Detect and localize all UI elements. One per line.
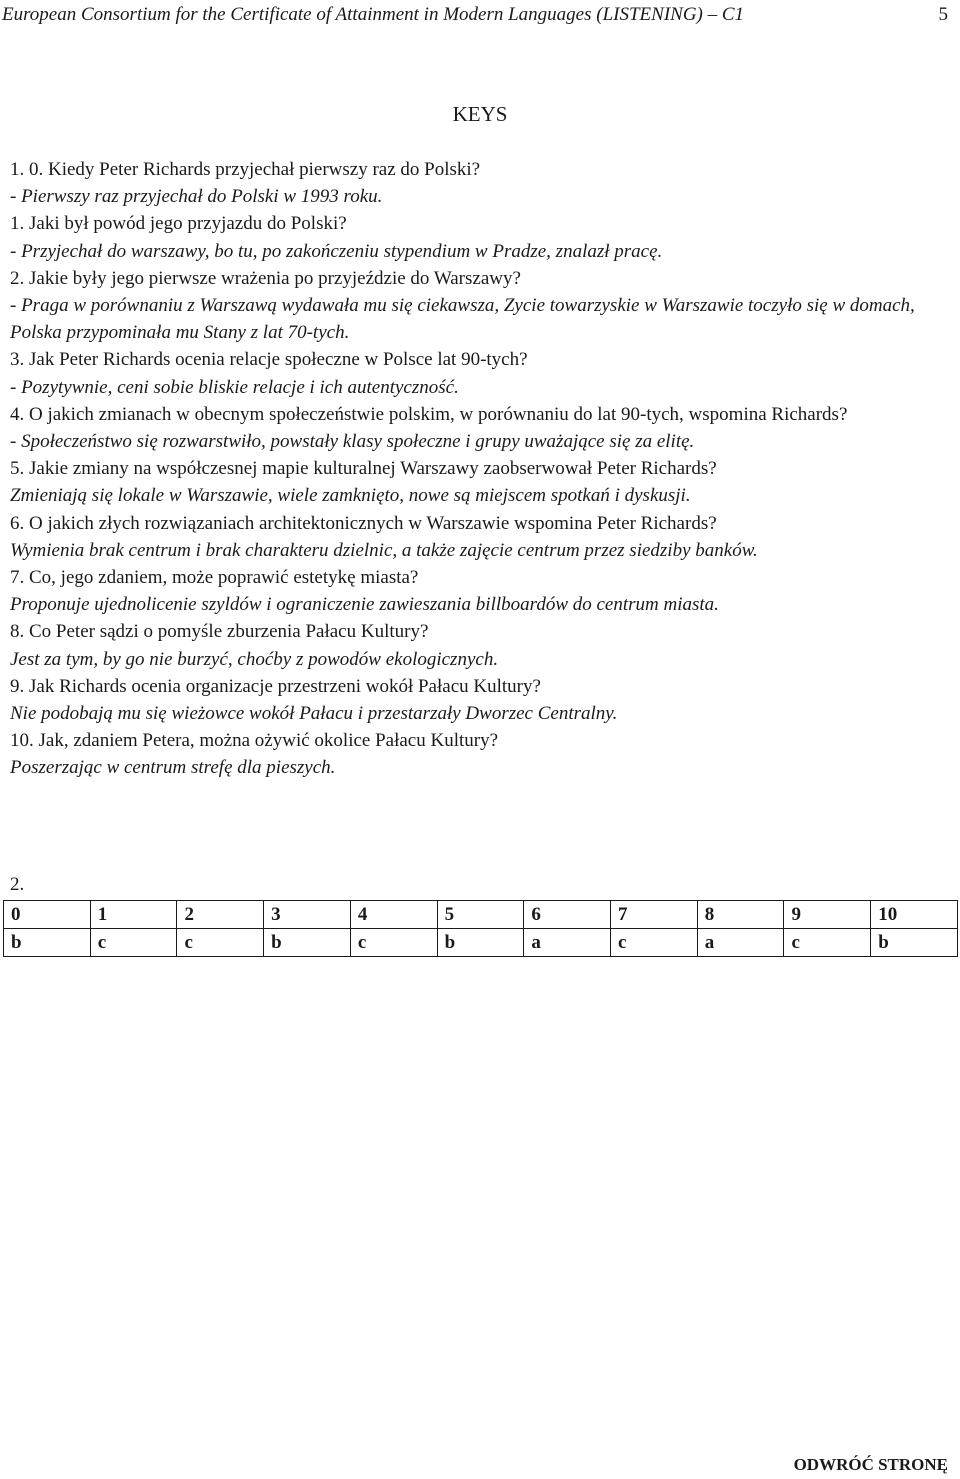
answer-line: - Społeczeństwo się rozwarstwiło, powstały klasy społeczne i grupy uważające się za elitę. <box>10 431 695 453</box>
answer-letter-cell: b <box>871 929 958 957</box>
questions-and-answers <box>10 156 950 782</box>
page-header <box>0 2 960 32</box>
question-line: 4. O jakich zmianach w obecnym społeczeństwie polskim, w porównaniu do lat 90-tych, wspomina Richards? <box>10 403 848 425</box>
question-line: 9. Jak Richards ocenia organizacje przestrzeni wokół Pałacu Kultury? <box>10 675 541 697</box>
header-title: European Consortium for the Certificate of Attainment in Modern Languages (LISTENING) – C1 <box>2 4 745 25</box>
question-line: 6. O jakich złych rozwiązaniach architektonicznych w Warszawie wspomina Peter Richards? <box>10 512 717 534</box>
answer-line: - Praga w porównaniu z Warszawą wydawała mu się ciekawsza, Zycie towarzyskie w Warszawie toczyło się w domach, Polska przypominała mu Stany z lat 70-tych. <box>10 295 915 344</box>
answer-letter-cell: c <box>90 929 177 957</box>
question-line: 5. Jakie zmiany na współczesnej mapie kulturalnej Warszawy zaobserwował Peter Richards? <box>10 458 717 480</box>
question-line: 7. Co, jego zdaniem, może poprawić estetykę miasta? <box>10 567 419 589</box>
answer-letter-cell: b <box>4 929 91 957</box>
answer-letter-row <box>4 929 958 957</box>
question-line: 3. Jak Peter Richards ocenia relacje społeczne w Polsce lat 90-tych? <box>10 349 528 371</box>
answer-line: Jest za tym, by go nie burzyć, choćby z powodów ekologicznych. <box>10 648 499 670</box>
question-number-cell: 10 <box>871 901 958 929</box>
answer-line: Nie podobają mu się wieżowce wokół Pałacu i przestarzały Dworzec Centralny. <box>10 703 618 725</box>
answer-line: Poszerzając w centrum strefę dla pieszych. <box>10 757 336 779</box>
question-line: 1. 0. Kiedy Peter Richards przyjechał pierwszy raz do Polski? <box>10 159 481 180</box>
question-number-cell: 8 <box>697 901 784 929</box>
answer-letter-cell: b <box>264 929 351 957</box>
question-number-cell: 9 <box>784 901 871 929</box>
section-2-label: 2. <box>10 874 25 895</box>
answer-line: Zmieniają się lokale w Warszawie, wiele zamknięto, nowe są miejscem spotkań i dyskusji. <box>10 485 691 507</box>
answer-letter-cell: a <box>697 929 784 957</box>
question-line: 2. Jakie były jego pierwsze wrażenia po przyjeździe do Warszawy? <box>10 267 521 289</box>
answer-letter-cell: c <box>350 929 437 957</box>
answer-line: - Pozytywnie, ceni sobie bliskie relacje i ich autentyczność. <box>10 376 459 398</box>
answer-letter-cell: c <box>784 929 871 957</box>
turn-page-note: ODWRÓĆ STRONĘ <box>793 1455 948 1474</box>
question-number-row <box>4 901 958 929</box>
question-line: 8. Co Peter sądzi o pomyśle zburzenia Pałacu Kultury? <box>10 621 429 643</box>
answer-line: Proponuje ujednolicenie szyldów i ograniczenie zawieszania billboardów do centrum miasta. <box>10 594 719 616</box>
answer-letter-cell: c <box>177 929 264 957</box>
question-number-cell: 4 <box>350 901 437 929</box>
answer-line: Wymienia brak centrum i brak charakteru dzielnic, a także zajęcie centrum przez siedziby banków. <box>10 539 758 561</box>
question-number-cell: 6 <box>524 901 611 929</box>
question-number-cell: 3 <box>264 901 351 929</box>
answer-letter-cell: a <box>524 929 611 957</box>
answer-letter-cell: b <box>437 929 524 957</box>
question-line: 1. Jaki był powód jego przyjazdu do Polski? <box>10 213 347 235</box>
question-number-cell: 2 <box>177 901 264 929</box>
answer-line: - Pierwszy raz przyjechał do Polski w 1993 roku. <box>10 186 383 208</box>
question-line: 10. Jak, zdaniem Petera, można ożywić okolice Pałacu Kultury? <box>10 730 499 752</box>
question-number-cell: 7 <box>611 901 698 929</box>
question-number-cell: 5 <box>437 901 524 929</box>
answer-line: - Przyjechał do warszawy, bo tu, po zakończeniu stypendium w Pradze, znalazł pracę. <box>10 240 663 262</box>
question-number-cell: 1 <box>90 901 177 929</box>
keys-heading: KEYS <box>452 102 508 126</box>
question-number-cell: 0 <box>4 901 91 929</box>
answer-key-table <box>3 900 958 957</box>
page-number: 5 <box>938 4 948 25</box>
answer-letter-cell: c <box>611 929 698 957</box>
